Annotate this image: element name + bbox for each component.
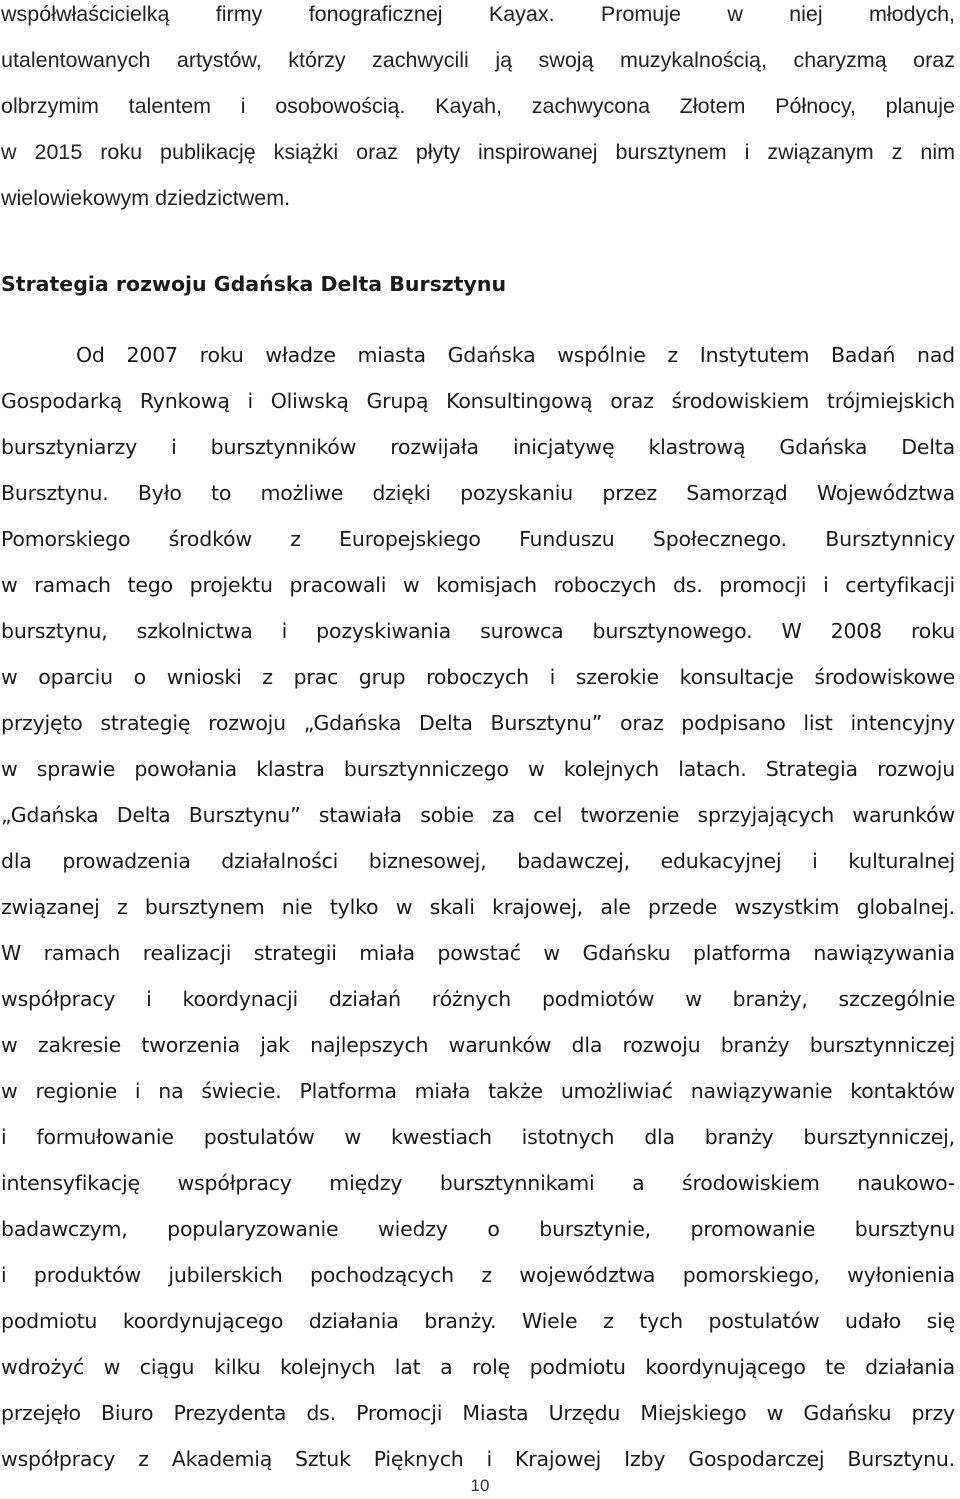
paragraph-line: współpracy z Akademią Sztuk Pięknych i Krajowej Izby Gospodarczej Bursztynu. xyxy=(1,1447,955,1471)
paragraph-line: bursztyniarzy i bursztynników rozwijała inicjatywę klastrową Gdańska Delta xyxy=(1,435,955,459)
intro-line: w 2015 roku publikację książki oraz płyty inspirowanej bursztynem i związanym z nim xyxy=(1,140,955,164)
paragraph-line: związanej z bursztynem nie tylko w skali krajowej, ale przede wszystkim globalnej. xyxy=(1,895,955,919)
paragraph-line: badawczym, popularyzowanie wiedzy o bursztynie, promowanie bursztynu xyxy=(1,1217,955,1241)
paragraph-line: „Gdańska Delta Bursztynu” stawiała sobie za cel tworzenie sprzyjających warunków xyxy=(1,803,955,827)
paragraph-line: podmiotu koordynującego działania branży. Wiele z tych postulatów udało się xyxy=(1,1309,955,1333)
intro-line: utalentowanych artystów, którzy zachwycili ją swoją muzykalnością, charyzmą oraz xyxy=(1,48,955,72)
paragraph-line: i formułowanie postulatów w kwestiach istotnych dla branży bursztynniczej, xyxy=(1,1125,955,1149)
paragraph-line: w oparciu o wnioski z prac grup roboczych i szerokie konsultacje środowiskowe xyxy=(1,665,955,689)
paragraph-line: w sprawie powołania klastra bursztynniczego w kolejnych latach. Strategia rozwoju xyxy=(1,757,955,781)
paragraph-line: Od 2007 roku władze miasta Gdańska wspólnie z Instytutem Badań nad xyxy=(76,343,955,367)
section-heading: Strategia rozwoju Gdańska Delta Bursztynu xyxy=(1,272,507,296)
paragraph-line: współpracy i koordynacji działań różnych podmiotów w branży, szczególnie xyxy=(1,987,955,1011)
paragraph-line: i produktów jubilerskich pochodzących z województwa pomorskiego, wyłonienia xyxy=(1,1263,955,1287)
paragraph-line: przyjęto strategię rozwoju „Gdańska Delta Bursztynu” oraz podpisano list intencyjny xyxy=(1,711,955,735)
intro-line: olbrzymim talentem i osobowością. Kayah, zachwycona Złotem Północy, planuje xyxy=(1,94,955,118)
paragraph-line: W ramach realizacji strategii miała powstać w Gdańsku platforma nawiązywania xyxy=(1,941,955,965)
paragraph-line: w ramach tego projektu pracowali w komisjach roboczych ds. promocji i certyfikacji xyxy=(1,573,955,597)
paragraph-line: w regionie i na świecie. Platforma miała także umożliwiać nawiązywanie kontaktów xyxy=(1,1079,955,1103)
paragraph-line: dla prowadzenia działalności biznesowej, badawczej, edukacyjnej i kulturalnej xyxy=(1,849,955,873)
paragraph-line: w zakresie tworzenia jak najlepszych warunków dla rozwoju branży bursztynniczej xyxy=(1,1033,955,1057)
paragraph-line: intensyfikację współpracy między bursztynnikami a środowiskiem naukowo- xyxy=(1,1171,955,1195)
paragraph-line: Pomorskiego środków z Europejskiego Funduszu Społecznego. Bursztynnicy xyxy=(1,527,955,551)
paragraph-line: wdrożyć w ciągu kilku kolejnych lat a rolę podmiotu koordynującego te działania xyxy=(1,1355,955,1379)
paragraph-line: przejęło Biuro Prezydenta ds. Promocji Miasta Urzędu Miejskiego w Gdańsku przy xyxy=(1,1401,955,1425)
paragraph-line: Gospodarką Rynkową i Oliwską Grupą Konsultingową oraz środowiskiem trójmiejskich xyxy=(1,389,955,413)
intro-line: wielowiekowym dziedzictwem. xyxy=(1,186,291,210)
intro-line: współwłaścicielką firmy fonograficznej Kayax. Promuje w niej młodych, xyxy=(1,2,955,26)
page-number: 10 xyxy=(470,1476,490,1495)
paragraph-line: Bursztynu. Było to możliwe dzięki pozyskaniu przez Samorząd Województwa xyxy=(1,481,955,505)
paragraph-line: bursztynu, szkolnictwa i pozyskiwania surowca bursztynowego. W 2008 roku xyxy=(1,619,955,643)
